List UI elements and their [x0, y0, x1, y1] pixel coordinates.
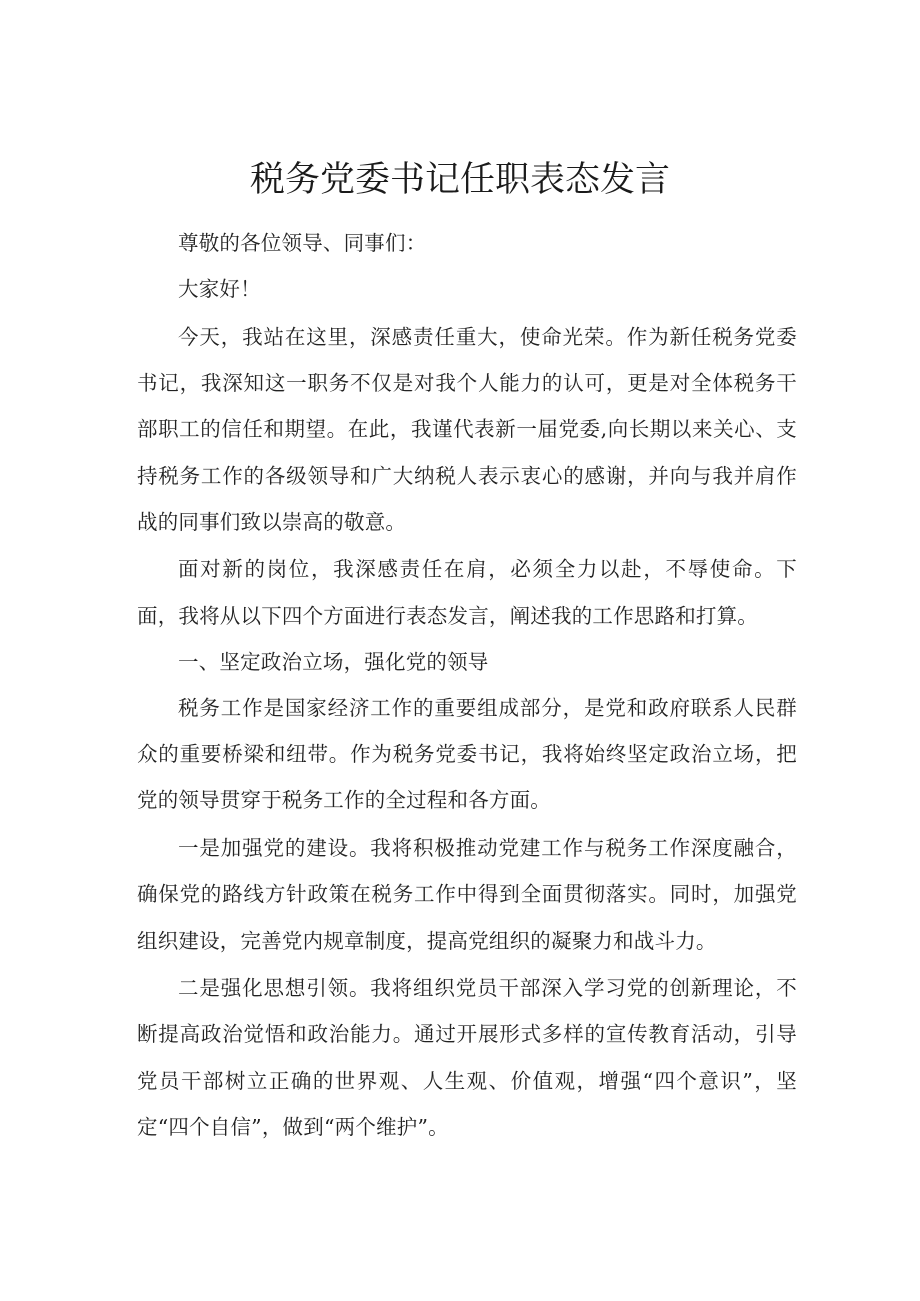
document-title: 税务党委书记任职表态发言 [249, 160, 670, 200]
paragraph-intro: 今天，我站在这里，深感责任重大，使命光荣。作为新任税务党委书记，我深知这一职务不仅是对我个人能力的认可，更是对全体税务干部职工的信任和期望。在此，我谨代表新一届党委,向长期以来关心、支持税务工作的各级领导和广大纳税人表示衷心的感谢，并向与我并肩作战的同事们致以崇高的敬意。 [137, 324, 797, 534]
section-heading-1: 一、坚定政治立场，强化党的领导 [178, 649, 489, 674]
greeting: 大家好！ [178, 277, 261, 302]
salutation: 尊敬的各位领导、同事们： [178, 231, 427, 255]
paragraph-commitment: 面对新的岗位，我深感责任在肩，必须全力以赴，不辱使命。下面，我将从以下四个方面进行表态发言，阐述我的工作思路和打算。 [137, 557, 797, 628]
paragraph-section-1: 税务工作是国家经济工作的重要组成部分，是党和政府联系人民群众的重要桥梁和纽带。作为税务党委书记，我将始终坚定政治立场，把党的领导贯穿于税务工作的全过程和各方面。 [137, 696, 797, 813]
paragraph-point-1: 一是加强党的建设。我将积极推动党建工作与税务工作深度融合，确保党的路线方针政策在税务工作中得到全面贯彻落实。同时，加强党组织建设，完善党内规章制度，提高党组织的凝聚力和战斗力。 [137, 836, 797, 953]
document-body [137, 220, 797, 1150]
paragraph-point-2: 二是强化思想引领。我将组织党员干部深入学习党的创新理论，不断提高政治觉悟和政治能力。通过开展形式多样的宣传教育活动，引导党员干部树立正确的世界观、人生观、价值观，增强“四个意识”，坚定“四个自信”，做到“两个维护”。 [137, 976, 797, 1139]
